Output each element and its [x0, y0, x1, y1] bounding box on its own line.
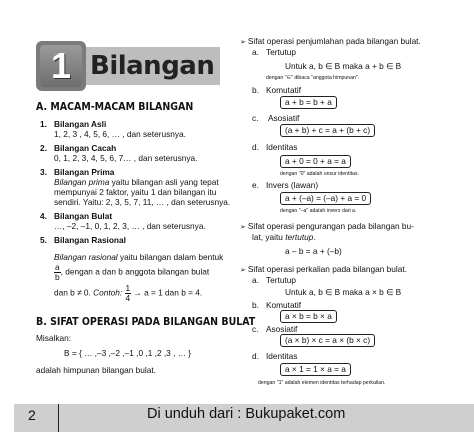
sum-c-label: c.	[252, 113, 259, 123]
item-4-number: 4.	[40, 211, 47, 221]
sum-c-formula-box: (a + b) + c = a + (b + c)	[280, 124, 375, 137]
pengurangan-line2	[252, 232, 316, 242]
fraction-denominator: b	[55, 272, 60, 282]
section-a-title: A. MACAM-MACAM BILANGAN	[36, 101, 194, 113]
example-result: → a = 1 dan b = 4.	[133, 287, 203, 298]
sum-a-text: Untuk a, b ∈ B maka a + b ∈ B	[285, 61, 402, 71]
sum-b-formula-box: a + b = b + a	[280, 96, 337, 109]
mul-a-text: Untuk a, b ∈ B maka a × b ∈ B	[285, 287, 402, 297]
mul-a-title: Tertutup	[266, 275, 296, 285]
mul-d-note: dengan "1" adalah elemen identitas terhadap perkalian.	[258, 380, 386, 386]
sum-e-note: dengan "–a" adalah invers dari a.	[280, 208, 357, 214]
pengurangan-formula: a – b = a + (–b)	[285, 246, 342, 256]
fraction-a-over-b	[54, 263, 61, 282]
fraction-example	[125, 284, 132, 303]
item-4-text: …, –2, –1, 0, 1, 2, 3, … , dan seterusnya.	[54, 221, 206, 231]
arrow-bullet-icon: ➢	[240, 224, 248, 231]
sum-a-label: a.	[252, 47, 259, 57]
item-4-title: Bilangan Bulat	[54, 211, 113, 221]
page-number: 2	[28, 407, 36, 423]
rasional-term: Bilangan rasional	[54, 252, 118, 262]
mul-b-title: Komutatif	[266, 300, 302, 310]
sum-e-formula-box: a + (–a) = (–a) + a = 0	[280, 192, 371, 205]
item-2-title: Bilangan Cacah	[54, 143, 117, 153]
item-3-number: 3.	[40, 167, 47, 177]
item-3-term: Bilangan prima	[54, 177, 110, 187]
mul-b-label: b.	[252, 300, 259, 310]
item-3-title: Bilangan Prima	[54, 167, 115, 177]
item-3-line2: mempunyai 2 faktor, yaitu 1 dan bilangan itu	[54, 187, 217, 197]
rasional-line2	[54, 263, 209, 282]
rasional-line1-rest: yaitu bilangan dalam bentuk	[117, 252, 224, 262]
mul-c-label: c.	[252, 324, 259, 334]
rasional-line1	[54, 252, 223, 262]
mul-d-title: Identitas	[266, 351, 298, 361]
footer-source-text: Di unduh dari : Bukupaket.com	[147, 406, 346, 422]
set-b-description: adalah himpunan bilangan bulat.	[36, 365, 156, 375]
item-5-title: Bilangan Rasional	[54, 235, 126, 245]
pengurangan-term: tertutup	[285, 232, 314, 242]
item-5-number: 5.	[40, 235, 47, 245]
sum-e-title: Invers (lawan)	[266, 180, 319, 190]
mul-a-label: a.	[252, 275, 259, 285]
mul-d-formula-box: a × 1 = 1 × a = a	[280, 363, 351, 376]
section-b-title: B. SIFAT OPERASI PADA BILANGAN BULAT	[36, 316, 256, 328]
sum-d-label: d.	[252, 142, 259, 152]
item-2-text: 0, 1, 2, 3, 4, 5, 6, 7… , dan seterusnya.	[54, 153, 198, 163]
sum-e-label: e.	[252, 180, 259, 190]
fraction-numerator: a	[55, 262, 60, 272]
item-1-title: Bilangan Asli	[54, 119, 107, 129]
mul-c-formula-box: (a × b) × c = a × (b × c)	[280, 334, 375, 347]
example-denominator: 4	[125, 293, 131, 303]
item-1-text: 1, 2, 3 , 4, 5, 6, … , dan seterusnya.	[54, 129, 186, 139]
mul-d-label: d.	[252, 351, 259, 361]
example-label: Contoh:	[93, 287, 123, 298]
pengurangan-line1: Sifat operasi pengurangan pada bilangan bu-	[247, 221, 414, 231]
mul-b-formula-box: a × b = b × a	[280, 310, 337, 323]
arrow-bullet-icon: ➢	[240, 39, 248, 46]
sum-b-title: Komutatif	[266, 85, 302, 95]
example-numerator: 1	[125, 283, 131, 293]
rasional-condition: dan b ≠ 0.	[54, 287, 94, 298]
pengurangan-line2-start: lat, yaitu	[252, 232, 286, 242]
pengurangan-line2-end: .	[313, 232, 316, 242]
rasional-line3	[54, 284, 202, 303]
footer-divider	[58, 404, 59, 432]
item-3-line3: sendiri. Yaitu: 2, 3, 5, 7, 11, … , dan seterusnya.	[54, 197, 231, 207]
chapter-number: 1	[40, 45, 82, 87]
item-3-line1-rest: yaitu bilangan asli yang tepat	[109, 177, 219, 187]
misalkan-label: Misalkan:	[36, 333, 72, 343]
sum-d-title: Identitas	[266, 142, 298, 152]
item-3-line1	[54, 177, 219, 187]
chapter-title: Bilangan	[90, 51, 215, 81]
rasional-line2-rest: , dengan a dan b anggota bilangan bulat	[60, 266, 210, 277]
chapter-number-badge	[36, 41, 86, 91]
sum-d-formula-box: a + 0 = 0 + a = a	[280, 155, 351, 168]
item-1-number: 1.	[40, 119, 47, 129]
penjumlahan-heading-text: Sifat operasi penjumlahan pada bilangan bulat.	[247, 36, 421, 46]
sum-d-note: dengan "0" adalah unsur identitas.	[280, 171, 359, 177]
sum-a-note: dengan "∈" dibaca "anggota himpunan".	[266, 75, 360, 81]
sum-a-title: Tertutup	[266, 47, 296, 57]
item-2-number: 2.	[40, 143, 47, 153]
set-b: B = { … ,–3 ,–2 ,–1 ,0 ,1 ,2 ,3 , … }	[64, 348, 192, 358]
arrow-bullet-icon: ➢	[240, 267, 248, 274]
sum-c-title: Asosiatif	[268, 113, 300, 123]
sum-b-label: b.	[252, 85, 259, 95]
perkalian-heading-text: Sifat operasi perkalian pada bilangan bulat.	[247, 264, 407, 274]
mul-c-title: Asosiatif	[266, 324, 298, 334]
